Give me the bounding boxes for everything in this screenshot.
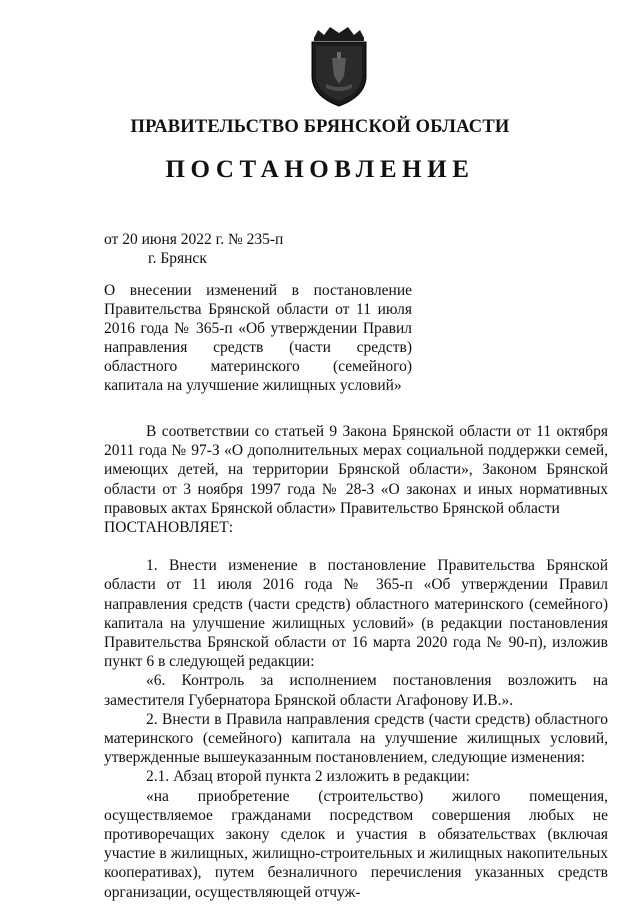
document-title: ПОСТАНОВЛЕНИЕ	[165, 156, 475, 183]
document-date-number: от 20 июня 2022 г. № 235-п	[104, 231, 284, 248]
item-1-quote-paragraph: «6. Контроль за исполнением постановления возложить на заместителя Губернатора Брянской области Агафонову И.В.».	[104, 672, 608, 709]
preamble-paragraph: В соответствии со статьей 9 Закона Брянской области от 11 октября 2011 года № 97-З «О дополнительных мерах социальной поддержки семей, имеющих детей, на территории Брянской области», Законом Брянской области от 3 ноября 1997 года № 28-З «О законах и иных нормативных правовых актах Брянской области» Правительство Брянской области	[104, 423, 608, 517]
item-2-paragraph: 2. Внести в Правила направления средств (части средств) областного материнского (семейного) капитала на улучшение жилищных условий, утвержденные вышеуказанным постановлением, следующие изменения:	[104, 710, 608, 767]
item-1-paragraph: 1. Внести изменение в постановление Правительства Брянской области от 11 июля 2016 года № 365-п «Об утверждении Правил направления средств (части средств) областного материнского (семейного) капитала на улучшение жилищных условий» (в редакции постановления Правительства Брянской области от 16 марта 2020 года № 90-п), изложив пункт 6 в следующей редакции:	[104, 557, 608, 671]
document-place: г. Брянск	[148, 250, 207, 267]
item-2-1-quote-paragraph: «на приобретение (строительство) жилого помещения, осуществляемое гражданами посредством совершения любых не противоречащих закону сделок и участия в обязательствах (включая участие в жилищных, жилищно-строительных и жилищных накопительных кооперативах), путем безналичного перечисления указанных средств организации, осуществляющей отчуж-	[104, 787, 608, 901]
item-2-1-paragraph: 2.1. Абзац второй пункта 2 изложить в редакции:	[146, 768, 470, 786]
coat-of-arms-emblem-icon	[300, 24, 378, 108]
resolves-line: ПОСТАНОВЛЯЕТ:	[104, 519, 234, 537]
document-subject: О внесении изменений в постановление Правительства Брянской области от 11 июля 2016 года № 365-п «Об утверждении Правил направления средств (части средств) областного материнского (семейного) капитала на улучшение жилищных условий»	[104, 282, 412, 395]
organization-name: ПРАВИТЕЛЬСТВО БРЯНСКОЙ ОБЛАСТИ	[130, 117, 510, 137]
document-body	[104, 422, 608, 902]
